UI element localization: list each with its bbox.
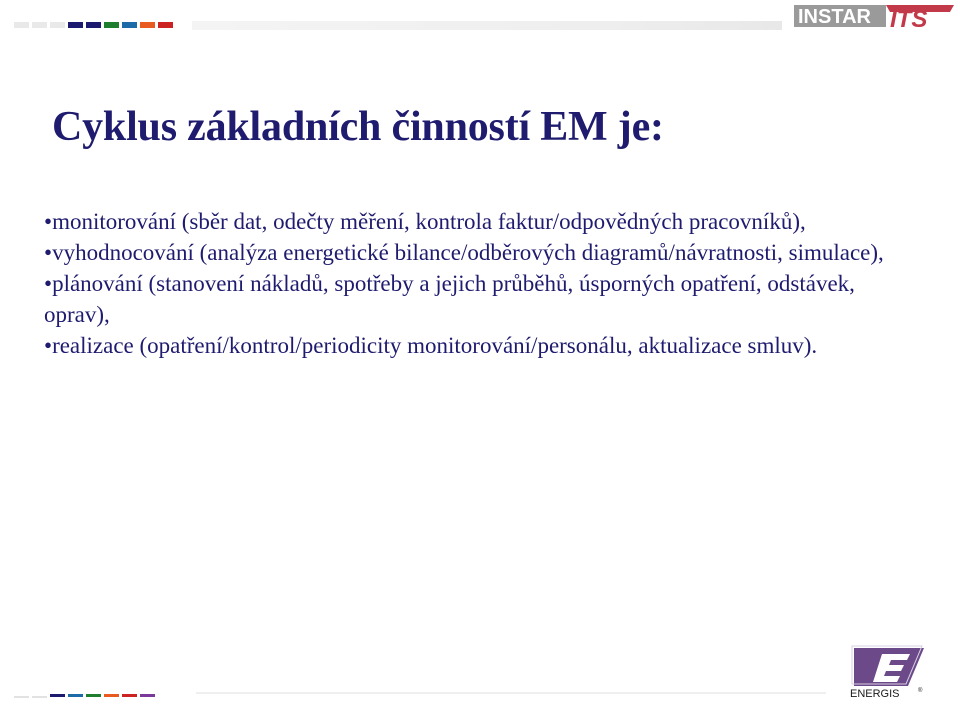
list-item-text: plánování (stanovení nákladů, spotřeby a jejich průběhů, úsporných opatření, odstávek, oprav), <box>44 271 855 327</box>
decor-square-color <box>50 694 65 697</box>
instar-logo-text: INSTAR <box>798 6 871 28</box>
slide-title: Cyklus základních činností EM je: <box>52 104 664 150</box>
list-item-text: monitorování (sběr dat, odečty měření, kontrola faktur/odpovědných pracovníků), <box>52 209 806 234</box>
decor-square-color <box>122 694 137 697</box>
energis-logo <box>848 642 932 700</box>
its-logo-text: ITS <box>890 6 928 32</box>
decor-square-color <box>122 22 137 28</box>
header-divider-bar <box>192 21 782 30</box>
footer-divider-line <box>196 692 826 694</box>
bullet-list <box>44 206 924 361</box>
decor-square-color <box>68 694 83 697</box>
bullet-marker: • <box>44 333 53 358</box>
list-item <box>44 268 924 330</box>
bullet-marker: • <box>44 271 53 296</box>
decor-square-color <box>158 22 173 28</box>
list-item <box>44 206 924 237</box>
top-color-squares <box>14 22 173 28</box>
decor-square-color <box>86 22 101 28</box>
decor-square <box>50 22 65 28</box>
decor-square-color <box>68 22 83 28</box>
list-item-text: realizace (opatření/kontrol/periodicity monitorování/personálu, aktualizace smluv). <box>52 333 818 358</box>
bullet-marker: • <box>44 209 53 234</box>
decor-square-color <box>104 694 119 697</box>
energis-logo-text: ENERGIS <box>850 688 900 700</box>
decor-square <box>32 22 47 28</box>
decor-square-color <box>140 694 155 697</box>
bottom-color-squares <box>14 694 155 698</box>
bullet-marker: • <box>44 240 53 265</box>
decor-dash <box>32 696 47 698</box>
instar-its-logo <box>794 2 954 32</box>
list-item <box>44 330 924 361</box>
list-item-text: vyhodnocování (analýza energetické bilance/odběrových diagramů/návratnosti, simulace), <box>52 240 884 265</box>
registered-mark: ® <box>918 688 923 694</box>
decor-square-color <box>86 694 101 697</box>
decor-square-color <box>104 22 119 28</box>
decor-dash <box>14 696 29 698</box>
decor-square <box>14 22 29 28</box>
decor-square-color <box>140 22 155 28</box>
list-item <box>44 237 924 268</box>
